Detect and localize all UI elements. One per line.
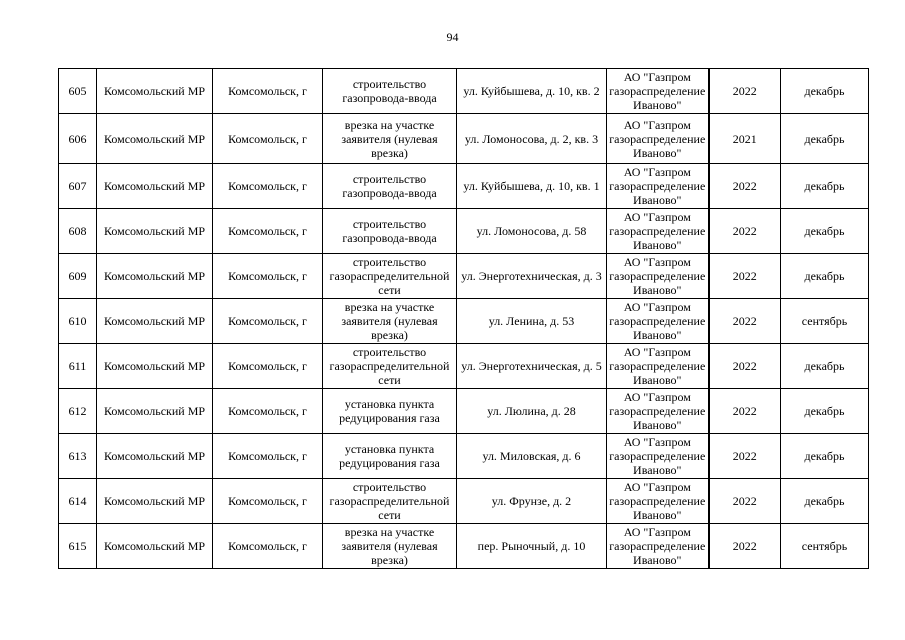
- address-cell: ул. Миловская, д. 6: [457, 434, 607, 479]
- table-row: [59, 524, 869, 569]
- locality-cell: Комсомольск, г: [213, 344, 323, 389]
- address-cell: пер. Рыночный, д. 10: [457, 524, 607, 569]
- page-number: 94: [446, 30, 459, 44]
- district-cell: Комсомольский МР: [97, 164, 213, 209]
- address-cell: ул. Энерготехническая, д. 5: [457, 344, 607, 389]
- table-body: [59, 69, 869, 569]
- locality-cell: Комсомольск, г: [213, 69, 323, 114]
- row-number-cell: 613: [59, 434, 97, 479]
- month-cell: декабрь: [781, 434, 869, 479]
- address-cell: ул. Куйбышева, д. 10, кв. 2: [457, 69, 607, 114]
- year-cell: 2022: [709, 344, 781, 389]
- organization-cell: АО "Газпром газораспределение Иваново": [607, 389, 709, 434]
- table-row: [59, 254, 869, 299]
- locality-cell: Комсомольск, г: [213, 479, 323, 524]
- row-number-cell: 615: [59, 524, 97, 569]
- table-row: [59, 479, 869, 524]
- work-type-cell: врезка на участке заявителя (нулевая врезка): [323, 114, 457, 164]
- organization-cell: АО "Газпром газораспределение Иваново": [607, 69, 709, 114]
- year-cell: 2022: [709, 479, 781, 524]
- year-cell: 2022: [709, 389, 781, 434]
- row-number-cell: 610: [59, 299, 97, 344]
- table-row: [59, 209, 869, 254]
- year-cell: 2022: [709, 299, 781, 344]
- work-type-cell: строительство газопровода-ввода: [323, 69, 457, 114]
- work-type-cell: строительство газопровода-ввода: [323, 164, 457, 209]
- work-type-cell: установка пункта редуцирования газа: [323, 389, 457, 434]
- organization-cell: АО "Газпром газораспределение Иваново": [607, 299, 709, 344]
- district-cell: Комсомольский МР: [97, 69, 213, 114]
- year-cell: 2022: [709, 434, 781, 479]
- locality-cell: Комсомольск, г: [213, 114, 323, 164]
- month-cell: декабрь: [781, 69, 869, 114]
- month-cell: декабрь: [781, 389, 869, 434]
- district-cell: Комсомольский МР: [97, 389, 213, 434]
- locality-cell: Комсомольск, г: [213, 389, 323, 434]
- address-cell: ул. Куйбышева, д. 10, кв. 1: [457, 164, 607, 209]
- table-row: [59, 434, 869, 479]
- table-row: [59, 114, 869, 164]
- organization-cell: АО "Газпром газораспределение Иваново": [607, 209, 709, 254]
- organization-cell: АО "Газпром газораспределение Иваново": [607, 254, 709, 299]
- year-cell: 2022: [709, 164, 781, 209]
- organization-cell: АО "Газпром газораспределение Иваново": [607, 114, 709, 164]
- locality-cell: Комсомольск, г: [213, 209, 323, 254]
- table-row: [59, 389, 869, 434]
- district-cell: Комсомольский МР: [97, 114, 213, 164]
- district-cell: Комсомольский МР: [97, 434, 213, 479]
- row-number-cell: 607: [59, 164, 97, 209]
- month-cell: декабрь: [781, 164, 869, 209]
- gasification-table: [58, 68, 869, 569]
- table-row: [59, 164, 869, 209]
- work-type-cell: врезка на участке заявителя (нулевая врезка): [323, 299, 457, 344]
- district-cell: Комсомольский МР: [97, 254, 213, 299]
- month-cell: сентябрь: [781, 524, 869, 569]
- locality-cell: Комсомольск, г: [213, 434, 323, 479]
- row-number-cell: 608: [59, 209, 97, 254]
- address-cell: ул. Фрунзе, д. 2: [457, 479, 607, 524]
- district-cell: Комсомольский МР: [97, 479, 213, 524]
- district-cell: Комсомольский МР: [97, 524, 213, 569]
- row-number-cell: 609: [59, 254, 97, 299]
- month-cell: декабрь: [781, 114, 869, 164]
- month-cell: декабрь: [781, 254, 869, 299]
- row-number-cell: 614: [59, 479, 97, 524]
- table-row: [59, 69, 869, 114]
- month-cell: декабрь: [781, 209, 869, 254]
- work-type-cell: строительство газораспределительной сети: [323, 479, 457, 524]
- row-number-cell: 606: [59, 114, 97, 164]
- organization-cell: АО "Газпром газораспределение Иваново": [607, 479, 709, 524]
- year-cell: 2022: [709, 524, 781, 569]
- month-cell: декабрь: [781, 479, 869, 524]
- work-type-cell: установка пункта редуцирования газа: [323, 434, 457, 479]
- district-cell: Комсомольский МР: [97, 344, 213, 389]
- month-cell: сентябрь: [781, 299, 869, 344]
- year-cell: 2022: [709, 254, 781, 299]
- address-cell: ул. Ломоносова, д. 58: [457, 209, 607, 254]
- row-number-cell: 612: [59, 389, 97, 434]
- locality-cell: Комсомольск, г: [213, 164, 323, 209]
- address-cell: ул. Энерготехническая, д. 3: [457, 254, 607, 299]
- locality-cell: Комсомольск, г: [213, 524, 323, 569]
- organization-cell: АО "Газпром газораспределение Иваново": [607, 524, 709, 569]
- year-cell: 2022: [709, 209, 781, 254]
- address-cell: ул. Ленина, д. 53: [457, 299, 607, 344]
- address-cell: ул. Ломоносова, д. 2, кв. 3: [457, 114, 607, 164]
- table-row: [59, 344, 869, 389]
- work-type-cell: врезка на участке заявителя (нулевая врезка): [323, 524, 457, 569]
- row-number-cell: 605: [59, 69, 97, 114]
- work-type-cell: строительство газораспределительной сети: [323, 254, 457, 299]
- locality-cell: Комсомольск, г: [213, 254, 323, 299]
- month-cell: декабрь: [781, 344, 869, 389]
- work-type-cell: строительство газораспределительной сети: [323, 344, 457, 389]
- work-type-cell: строительство газопровода-ввода: [323, 209, 457, 254]
- organization-cell: АО "Газпром газораспределение Иваново": [607, 164, 709, 209]
- organization-cell: АО "Газпром газораспределение Иваново": [607, 344, 709, 389]
- year-cell: 2021: [709, 114, 781, 164]
- locality-cell: Комсомольск, г: [213, 299, 323, 344]
- table-row: [59, 299, 869, 344]
- year-cell: 2022: [709, 69, 781, 114]
- district-cell: Комсомольский МР: [97, 209, 213, 254]
- row-number-cell: 611: [59, 344, 97, 389]
- district-cell: Комсомольский МР: [97, 299, 213, 344]
- address-cell: ул. Люлина, д. 28: [457, 389, 607, 434]
- organization-cell: АО "Газпром газораспределение Иваново": [607, 434, 709, 479]
